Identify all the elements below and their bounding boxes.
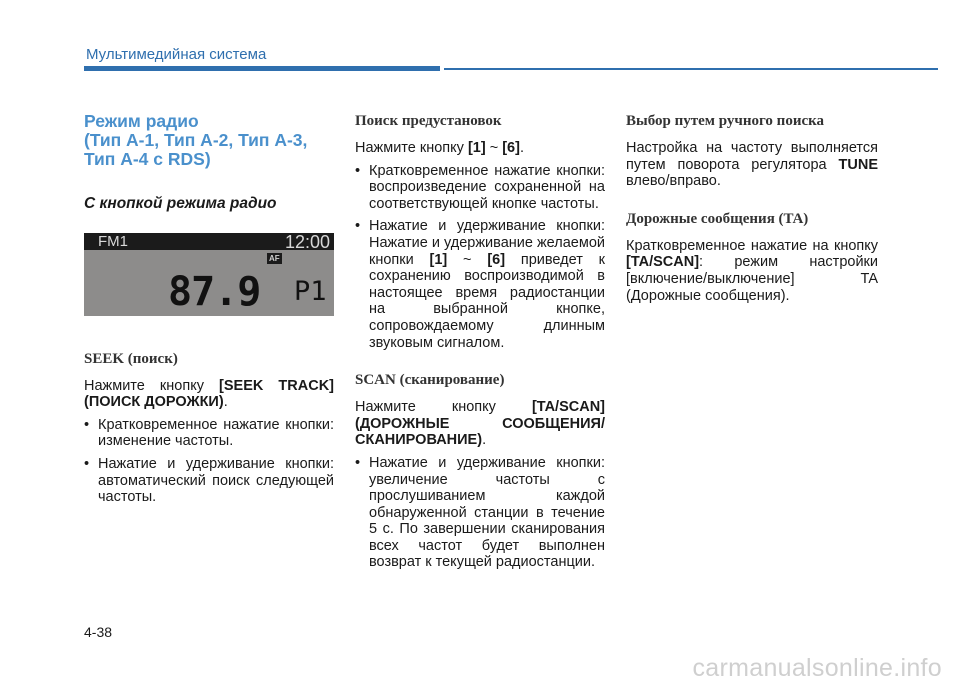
column-2 bbox=[355, 112, 605, 577]
scan-button-label: [TA/SCAN] (ДОРОЖНЫЕ СООБЩЕНИЯ/СКАНИРОВАНИЕ) bbox=[355, 399, 605, 449]
radio-display bbox=[84, 233, 334, 316]
preset-bullet-2-button-1: [1] bbox=[429, 251, 448, 268]
scan-intro-end: . bbox=[482, 432, 487, 449]
display-af-badge: AF bbox=[269, 253, 280, 263]
ta-text-a: Кратковременное нажатие на кнопку bbox=[626, 237, 878, 254]
page-number: 4-38 bbox=[84, 624, 113, 640]
header-rule bbox=[444, 68, 938, 70]
watermark: carmanualsonline.info bbox=[692, 654, 942, 682]
spacer bbox=[355, 357, 605, 371]
display-frequency: 87.9 bbox=[168, 268, 261, 315]
seek-button-label: [SEEK TRACK] (ПОИСК ДОРОЖКИ) bbox=[84, 377, 334, 411]
seek-bullet-list bbox=[84, 417, 334, 506]
seek-heading: SEEK (поиск) bbox=[84, 350, 178, 367]
preset-bullet-2-button-6: [6] bbox=[487, 251, 506, 268]
subtitle: С кнопкой режима радио bbox=[84, 195, 277, 212]
display-preset: P1 bbox=[294, 275, 327, 307]
preset-button-6: [6] bbox=[502, 140, 520, 156]
section-title-line-2: (Тип A-1, Тип A-2, Тип A-3, bbox=[84, 130, 308, 150]
section-title-line-3: Тип A-4 с RDS) bbox=[84, 149, 211, 169]
preset-bullet-list bbox=[355, 163, 605, 352]
tune-knob-label: TUNE bbox=[838, 156, 878, 173]
preset-intro-text: Нажмите кнопку bbox=[355, 140, 468, 156]
ta-text bbox=[626, 238, 878, 304]
scan-intro-text: Нажмите кнопку bbox=[355, 399, 532, 416]
scan-heading: SCAN (сканирование) bbox=[355, 372, 505, 389]
preset-intro-end: . bbox=[519, 140, 524, 156]
preset-button-1: [1] bbox=[467, 140, 486, 156]
preset-intro bbox=[355, 140, 605, 157]
seek-intro bbox=[84, 378, 334, 411]
spacer bbox=[626, 196, 878, 210]
preset-bullet-1: • Кратковременное нажатие кнопки: воспроизведение сохраненной на соответствующей кнопке частоты. bbox=[355, 163, 605, 213]
preset-tilde: ~ bbox=[485, 140, 503, 156]
ta-scan-button-label: [TA/SCAN] bbox=[626, 254, 700, 271]
manual-search-heading: Выбор путем ручного поиска bbox=[626, 113, 825, 129]
section-title bbox=[84, 112, 334, 169]
preset-heading: Поиск предустановок bbox=[355, 113, 502, 129]
seek-bullet-1: • Кратковременное нажатие кнопки: изменение частоты. bbox=[84, 417, 334, 450]
preset-bullet-2-tilde: ~ bbox=[447, 251, 488, 268]
ta-text-b: : режим настройки [включение/выключение] TA (Дорожные сообщения). bbox=[626, 254, 878, 304]
seek-bullet-2: • Нажатие и удерживание кнопки: автоматический поиск следующей частоты. bbox=[84, 456, 334, 506]
column-1 bbox=[84, 112, 334, 512]
preset-bullet-2 bbox=[355, 218, 605, 351]
preset-bullet-2-text-c: приведет к сохранению воспроизводимой в настоящее время радиостанции на выбранной кнопке, сопровождаемому длинным звуковым сигналом. bbox=[369, 251, 605, 351]
display-time: 12:00 bbox=[284, 232, 330, 252]
manual-text-a: Настройка на частоту выполняется путем поворота регулятора bbox=[626, 140, 878, 173]
scan-intro bbox=[355, 399, 605, 449]
scan-bullet-1: • Нажатие и удерживание кнопки: увеличение частоты с прослушиванием каждой обнаруженной станции в течение 5 с. По завершении сканирования всех частот будет выполнен возврат к текущей радиостанции. bbox=[355, 455, 605, 571]
seek-intro-end: . bbox=[223, 394, 228, 411]
preset-bullet-2-text-a: Нажатие и удерживание кнопки: Нажатие и удерживание желаемой кнопки bbox=[369, 218, 605, 268]
display-band: FM1 bbox=[98, 232, 128, 250]
seek-intro-text: Нажмите кнопку bbox=[84, 377, 220, 394]
manual-search-text bbox=[626, 140, 878, 190]
manual-text-b: влево/вправо. bbox=[626, 173, 721, 190]
column-3 bbox=[626, 112, 878, 310]
header-accent-bar bbox=[84, 66, 440, 71]
scan-bullet-list bbox=[355, 455, 605, 571]
ta-heading: Дорожные сообщения (TA) bbox=[626, 210, 809, 227]
section-title-line-1: Режим радио bbox=[84, 111, 199, 131]
header-title: Мультимедийная система bbox=[86, 46, 267, 63]
